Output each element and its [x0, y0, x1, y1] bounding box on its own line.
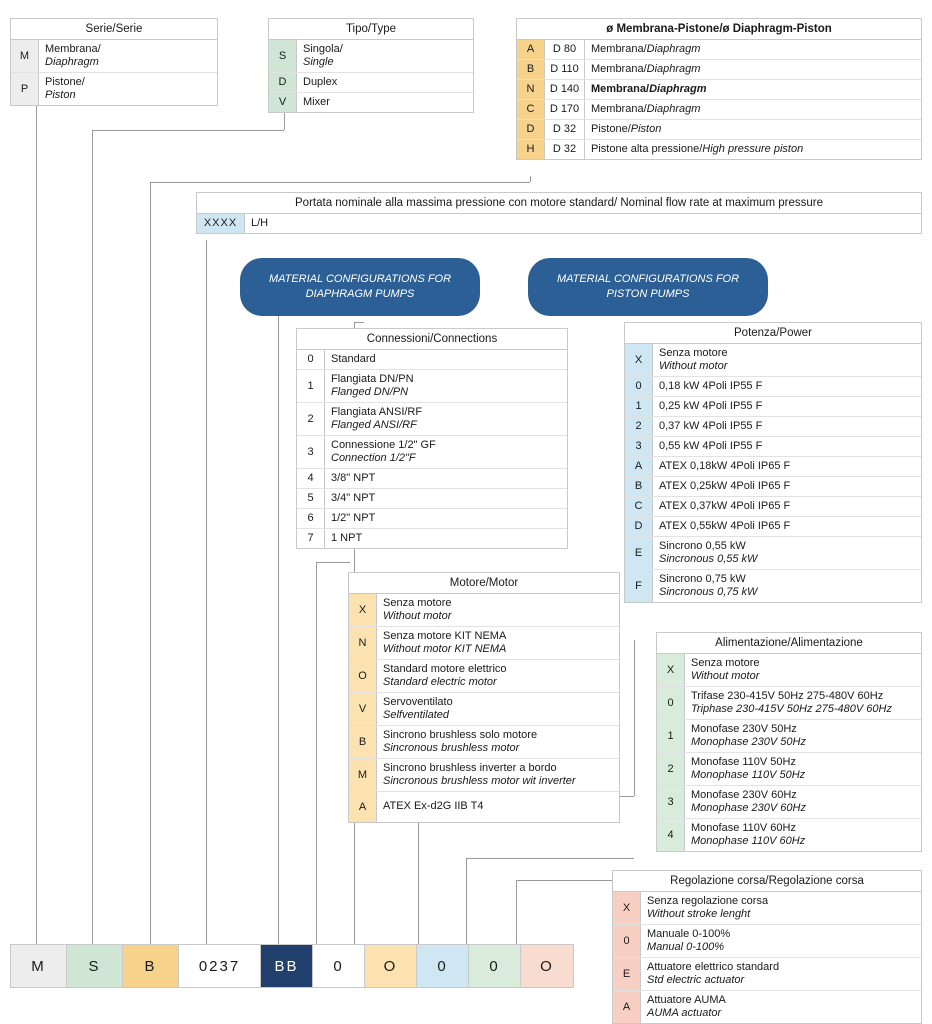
row-code: X: [613, 892, 641, 924]
row-desc: [585, 60, 921, 79]
code-cell-power[interactable]: 0: [417, 945, 469, 987]
row-desc-it: Membrana/: [45, 43, 101, 55]
row-desc-en: Without motor KIT NEMA: [383, 642, 507, 655]
row-desc-it: ATEX 0,55kW 4Poli IP65 F: [659, 519, 791, 532]
connector-line: [92, 130, 284, 131]
row-desc-en: Without motor: [383, 609, 452, 622]
row-code: B: [349, 726, 377, 758]
table-row[interactable]: [657, 654, 921, 687]
row-desc: [325, 529, 567, 548]
row-desc: [653, 537, 921, 569]
row-code: 4: [657, 819, 685, 851]
code-cell-diameter[interactable]: B: [123, 945, 179, 987]
row-desc-it: Standard motore elettrico: [383, 662, 507, 675]
table-row[interactable]: [349, 792, 619, 822]
row-desc: [585, 140, 921, 159]
code-cell-supply[interactable]: 0: [469, 945, 521, 987]
block-power: [624, 322, 922, 603]
row-desc-it: Sincrono 0,75 kW: [659, 572, 746, 585]
row-desc: [377, 693, 619, 725]
row-code: XXXX: [197, 214, 245, 233]
row-desc: [685, 786, 921, 818]
row-code: E: [625, 537, 653, 569]
row-desc: [653, 437, 921, 456]
connector-line: [634, 640, 635, 796]
connector-line: [466, 858, 467, 944]
row-desc: [325, 436, 567, 468]
row-desc-it: Membrana/: [591, 62, 647, 75]
connector-line: [466, 858, 634, 859]
row-desc-it: Sincrono 0,55 kW: [659, 539, 746, 552]
row-desc-en: Sincronous brushless motor: [383, 741, 520, 754]
table-row[interactable]: [517, 100, 921, 120]
row-desc: [377, 726, 619, 758]
row-desc: [641, 991, 921, 1023]
row-desc: [297, 93, 473, 112]
table-row[interactable]: [297, 469, 567, 489]
row-code: 4: [297, 469, 325, 488]
row-code: 0: [657, 687, 685, 719]
row-desc-en: High pressure piston: [702, 142, 804, 155]
row-code: H: [517, 140, 545, 159]
block-stroke-adjustment: [612, 870, 922, 1024]
row-code: S: [269, 40, 297, 72]
row-desc-it: Flangiata DN/PN: [331, 372, 414, 385]
row-size: D 170: [545, 100, 585, 119]
row-code: M: [11, 40, 39, 72]
row-desc: [653, 344, 921, 376]
row-desc-it: Membrana/: [591, 82, 650, 95]
row-desc-it: ATEX Ex-d2G IIB T4: [383, 800, 484, 813]
row-desc: [641, 892, 921, 924]
connector-line: [92, 130, 93, 944]
row-desc-en: Manual 0-100%: [647, 940, 725, 953]
row-desc-it: Monofase 230V 60Hz: [691, 788, 797, 801]
row-unit: L/H: [251, 217, 269, 229]
table-row[interactable]: [613, 892, 921, 925]
table-row[interactable]: [297, 509, 567, 529]
table-row[interactable]: [517, 40, 921, 60]
row-desc: [653, 497, 921, 516]
row-desc-en: Connection 1/2"F: [331, 451, 416, 464]
connector-line: [36, 92, 37, 944]
row-code: D: [269, 73, 297, 92]
row-desc-it: Sincrono brushless inverter a bordo: [383, 761, 557, 774]
block-diaphragm-piston: [516, 18, 922, 160]
table-row[interactable]: [625, 437, 921, 457]
block-power-supply-title: Alimentazione/Alimentazione: [657, 633, 921, 654]
row-desc-en: Triphase 230-415V 50Hz 275-480V 60Hz: [691, 702, 892, 715]
row-desc-en: Flanged ANSI/RF: [331, 418, 417, 431]
row-desc-en: Standard electric motor: [383, 675, 497, 688]
row-desc: [585, 100, 921, 119]
row-desc-en: Monophase 230V 60Hz: [691, 801, 806, 814]
row-code: 3: [657, 786, 685, 818]
row-code: V: [269, 93, 297, 112]
row-desc: [685, 720, 921, 752]
pill-piston-materials[interactable]: MATERIAL CONFIGURATIONS FOR PISTON PUMPS: [528, 258, 768, 316]
table-row[interactable]: [11, 40, 217, 73]
connector-line: [516, 880, 620, 881]
block-power-supply: [656, 632, 922, 852]
table-row[interactable]: [297, 436, 567, 469]
row-code: 3: [625, 437, 653, 456]
row-desc-it: ATEX 0,25kW 4Poli IP65 F: [659, 479, 791, 492]
row-desc-it: 0,37 kW 4Poli IP55 F: [659, 419, 763, 432]
row-desc-en: Monophase 230V 50Hz: [691, 735, 806, 748]
row-code: X: [625, 344, 653, 376]
row-desc-en: Diaphragm: [649, 82, 707, 95]
block-serie-title: Serie/Serie: [11, 19, 217, 40]
row-code: 0: [625, 377, 653, 396]
row-desc: [377, 759, 619, 791]
row-code: X: [657, 654, 685, 686]
row-desc-en: Piston: [45, 88, 76, 101]
row-desc-en: Diaphragm: [45, 55, 99, 68]
row-code: O: [349, 660, 377, 692]
table-row[interactable]: [349, 660, 619, 693]
row-code: 2: [625, 417, 653, 436]
table-row[interactable]: [625, 517, 921, 537]
row-desc: [641, 958, 921, 990]
row-size: D 80: [545, 40, 585, 59]
row-desc: [325, 370, 567, 402]
block-nominal-flow: [196, 192, 922, 234]
row-desc-en: Sincronous 0,75 kW: [659, 585, 758, 598]
row-code: N: [349, 627, 377, 659]
table-row[interactable]: [349, 726, 619, 759]
row-size: D 110: [545, 60, 585, 79]
row-desc: [585, 120, 921, 139]
row-desc-en: Sincronous 0,55 kW: [659, 552, 758, 565]
code-cell-tipo[interactable]: S: [67, 945, 123, 987]
row-code: A: [517, 40, 545, 59]
row-desc-en: Std electric actuator: [647, 973, 745, 986]
table-row[interactable]: [517, 80, 921, 100]
block-motor-title: Motore/Motor: [349, 573, 619, 594]
row-desc-it: Monofase 110V 60Hz: [691, 821, 796, 834]
table-row[interactable]: [197, 214, 921, 233]
row-desc: [325, 350, 567, 369]
connector-line: [284, 112, 285, 130]
row-desc-it: ATEX 0,18kW 4Poli IP65 F: [659, 459, 791, 472]
row-code: N: [517, 80, 545, 99]
code-cell-motor[interactable]: O: [365, 945, 417, 987]
row-desc-en: Monophase 110V 50Hz: [691, 768, 806, 781]
table-row[interactable]: [517, 60, 921, 80]
row-desc-it: 1/2" NPT: [331, 511, 376, 524]
row-desc-it: Trifase 230-415V 50Hz 275-480V 60Hz: [691, 689, 884, 702]
row-code: 2: [297, 403, 325, 435]
row-desc-en: Diaphragm: [646, 102, 701, 115]
block-serie: [10, 18, 218, 106]
table-row[interactable]: [657, 753, 921, 786]
table-row[interactable]: [613, 958, 921, 991]
code-cell-stroke[interactable]: O: [521, 945, 573, 987]
row-desc-it: 0,55 kW 4Poli IP55 F: [659, 439, 763, 452]
row-desc-it: 0,18 kW 4Poli IP55 F: [659, 379, 763, 392]
row-desc: [325, 403, 567, 435]
row-code: 1: [297, 370, 325, 402]
row-desc: [297, 73, 473, 92]
row-desc: [653, 417, 921, 436]
row-code: 7: [297, 529, 325, 548]
code-cell-serie[interactable]: M: [11, 945, 67, 987]
row-desc-en: Selfventilated: [383, 708, 450, 721]
row-code: D: [625, 517, 653, 536]
row-desc-it: Flangiata ANSI/RF: [331, 405, 423, 418]
table-row[interactable]: [625, 570, 921, 602]
table-row[interactable]: [11, 73, 217, 105]
row-desc: [39, 40, 217, 72]
row-desc: [377, 594, 619, 626]
row-code: C: [517, 100, 545, 119]
connector-line: [206, 240, 207, 944]
row-code: 1: [625, 397, 653, 416]
connector-line: [530, 176, 531, 182]
row-desc-it: Monofase 230V 50Hz: [691, 722, 797, 735]
row-desc-it: Pistone/: [591, 122, 631, 135]
row-desc: [297, 40, 473, 72]
row-code: C: [625, 497, 653, 516]
table-row[interactable]: [517, 140, 921, 159]
table-row[interactable]: [657, 786, 921, 819]
row-desc-it: 3/4" NPT: [331, 491, 376, 504]
table-row[interactable]: [269, 93, 473, 112]
row-code: M: [349, 759, 377, 791]
row-desc: [685, 654, 921, 686]
row-code: 5: [297, 489, 325, 508]
row-desc-it: Servoventilato: [383, 695, 453, 708]
code-cell-connection[interactable]: 0: [313, 945, 365, 987]
row-desc-en: Diaphragm: [646, 43, 701, 55]
row-desc-en: Single: [303, 55, 334, 68]
row-desc: [653, 457, 921, 476]
row-desc-it: Senza motore: [691, 657, 760, 669]
table-row[interactable]: [657, 687, 921, 720]
row-desc-it: Standard: [331, 353, 376, 365]
row-desc-it: Attuatore elettrico standard: [647, 960, 780, 973]
row-desc-it: Manuale 0-100%: [647, 927, 731, 940]
row-desc: [685, 819, 921, 851]
row-desc: [653, 397, 921, 416]
table-row[interactable]: [517, 120, 921, 140]
row-desc: [653, 517, 921, 536]
row-desc: [325, 509, 567, 528]
block-power-title: Potenza/Power: [625, 323, 921, 344]
row-desc-en: Sincronous brushless motor wit inverter: [383, 774, 576, 787]
table-row[interactable]: [657, 819, 921, 851]
row-desc: [653, 377, 921, 396]
row-code: A: [625, 457, 653, 476]
row-desc: [653, 477, 921, 496]
row-desc-en: Diaphragm: [646, 62, 701, 75]
row-desc: [325, 489, 567, 508]
connector-line: [150, 182, 151, 944]
connector-line: [316, 562, 350, 563]
block-connections: [296, 328, 568, 549]
table-row[interactable]: [625, 344, 921, 377]
row-desc: [585, 80, 921, 99]
row-desc: [325, 469, 567, 488]
code-cell-material[interactable]: BB: [261, 945, 313, 987]
row-code: E: [613, 958, 641, 990]
row-desc-it: Sincrono brushless solo motore: [383, 728, 538, 741]
table-row[interactable]: [269, 73, 473, 93]
row-code: B: [625, 477, 653, 496]
row-code: 0: [297, 350, 325, 369]
row-code: A: [613, 991, 641, 1023]
row-desc-it: Senza regolazione corsa: [647, 895, 769, 907]
row-desc-en: Piston: [630, 122, 662, 135]
row-size: D 32: [545, 140, 585, 159]
row-desc: [685, 687, 921, 719]
row-size: D 140: [545, 80, 585, 99]
table-row[interactable]: [625, 417, 921, 437]
row-desc-it: Monofase 110V 50Hz: [691, 755, 796, 768]
row-code: 1: [657, 720, 685, 752]
block-diaphragm-piston-title: ø Membrana-Pistone/ø Diaphragm-Piston: [517, 19, 921, 40]
row-desc-it: Senza motore: [659, 347, 728, 359]
block-stroke-adjustment-title: Regolazione corsa/Regolazione corsa: [613, 871, 921, 892]
row-desc: [377, 792, 619, 822]
row-desc: [39, 73, 217, 105]
row-desc-it: Membrana/: [591, 43, 647, 55]
row-code: A: [349, 792, 377, 822]
block-nominal-flow-title: Portata nominale alla massima pressione con motore standard/ Nominal flow rate at maximum pressure: [197, 193, 921, 214]
row-desc-it: 0,25 kW 4Poli IP55 F: [659, 399, 763, 412]
row-desc-it: Attuatore AUMA: [647, 993, 726, 1006]
table-row[interactable]: [297, 370, 567, 403]
connector-line: [516, 880, 517, 944]
table-row[interactable]: [349, 627, 619, 660]
row-code: B: [517, 60, 545, 79]
connector-line: [150, 182, 530, 183]
row-desc: [653, 570, 921, 602]
table-row[interactable]: [625, 477, 921, 497]
row-desc-it: Membrana/: [591, 102, 647, 115]
block-tipo: [268, 18, 474, 113]
row-desc-it: 1 NPT: [331, 531, 363, 544]
table-row[interactable]: [625, 497, 921, 517]
row-desc-it: Pistone alta pressione/: [591, 142, 703, 155]
row-desc-it: Senza motore: [383, 597, 452, 609]
table-row[interactable]: [297, 350, 567, 370]
row-desc-it: Mixer: [303, 95, 330, 108]
table-row[interactable]: [625, 537, 921, 570]
row-code: 6: [297, 509, 325, 528]
code-cell-flow[interactable]: 0237: [179, 945, 261, 987]
row-desc: [585, 40, 921, 59]
row-code: 3: [297, 436, 325, 468]
row-desc-en: Without motor: [659, 359, 728, 372]
row-desc-en: Without motor: [691, 669, 760, 682]
row-code: D: [517, 120, 545, 139]
row-desc: [377, 627, 619, 659]
code-strip: [10, 944, 574, 988]
connector-line: [278, 312, 279, 944]
table-row[interactable]: [613, 925, 921, 958]
row-code: X: [349, 594, 377, 626]
block-motor: [348, 572, 620, 823]
row-desc-it: ATEX 0,37kW 4Poli IP65 F: [659, 499, 791, 512]
block-tipo-title: Tipo/Type: [269, 19, 473, 40]
row-desc-it: Singola/: [303, 43, 343, 55]
table-row[interactable]: [297, 403, 567, 436]
row-desc-it: Connessione 1/2" GF: [331, 438, 436, 451]
table-row[interactable]: [657, 720, 921, 753]
row-desc: [641, 925, 921, 957]
table-row[interactable]: [297, 489, 567, 509]
table-row[interactable]: [625, 397, 921, 417]
table-row[interactable]: [269, 40, 473, 73]
row-desc-en: AUMA actuator: [647, 1006, 722, 1019]
table-row[interactable]: [349, 759, 619, 792]
row-desc-it: Pistone/: [45, 75, 85, 88]
row-code: F: [625, 570, 653, 602]
row-desc-it: Senza motore KIT NEMA: [383, 629, 507, 642]
row-desc: [685, 753, 921, 785]
row-code: 0: [613, 925, 641, 957]
connector-line: [316, 562, 317, 944]
row-code: V: [349, 693, 377, 725]
table-row[interactable]: [297, 529, 567, 548]
row-code: 2: [657, 753, 685, 785]
row-desc-en: Monophase 110V 60Hz: [691, 834, 806, 847]
row-desc-en: Without stroke lenght: [647, 907, 751, 920]
row-desc-en: Flanged DN/PN: [331, 385, 409, 398]
table-row[interactable]: [625, 457, 921, 477]
table-row[interactable]: [613, 991, 921, 1023]
row-desc-it: 3/8" NPT: [331, 471, 376, 484]
row-desc: [377, 660, 619, 692]
block-connections-title: Connessioni/Connections: [297, 329, 567, 350]
row-size: D 32: [545, 120, 585, 139]
table-row[interactable]: [349, 693, 619, 726]
pill-diaphragm-materials[interactable]: MATERIAL CONFIGURATIONS FOR DIAPHRAGM PUMPS: [240, 258, 480, 316]
connector-line: [354, 322, 364, 323]
row-code: P: [11, 73, 39, 105]
row-desc-it: Duplex: [303, 75, 338, 88]
table-row[interactable]: [625, 377, 921, 397]
table-row[interactable]: [349, 594, 619, 627]
